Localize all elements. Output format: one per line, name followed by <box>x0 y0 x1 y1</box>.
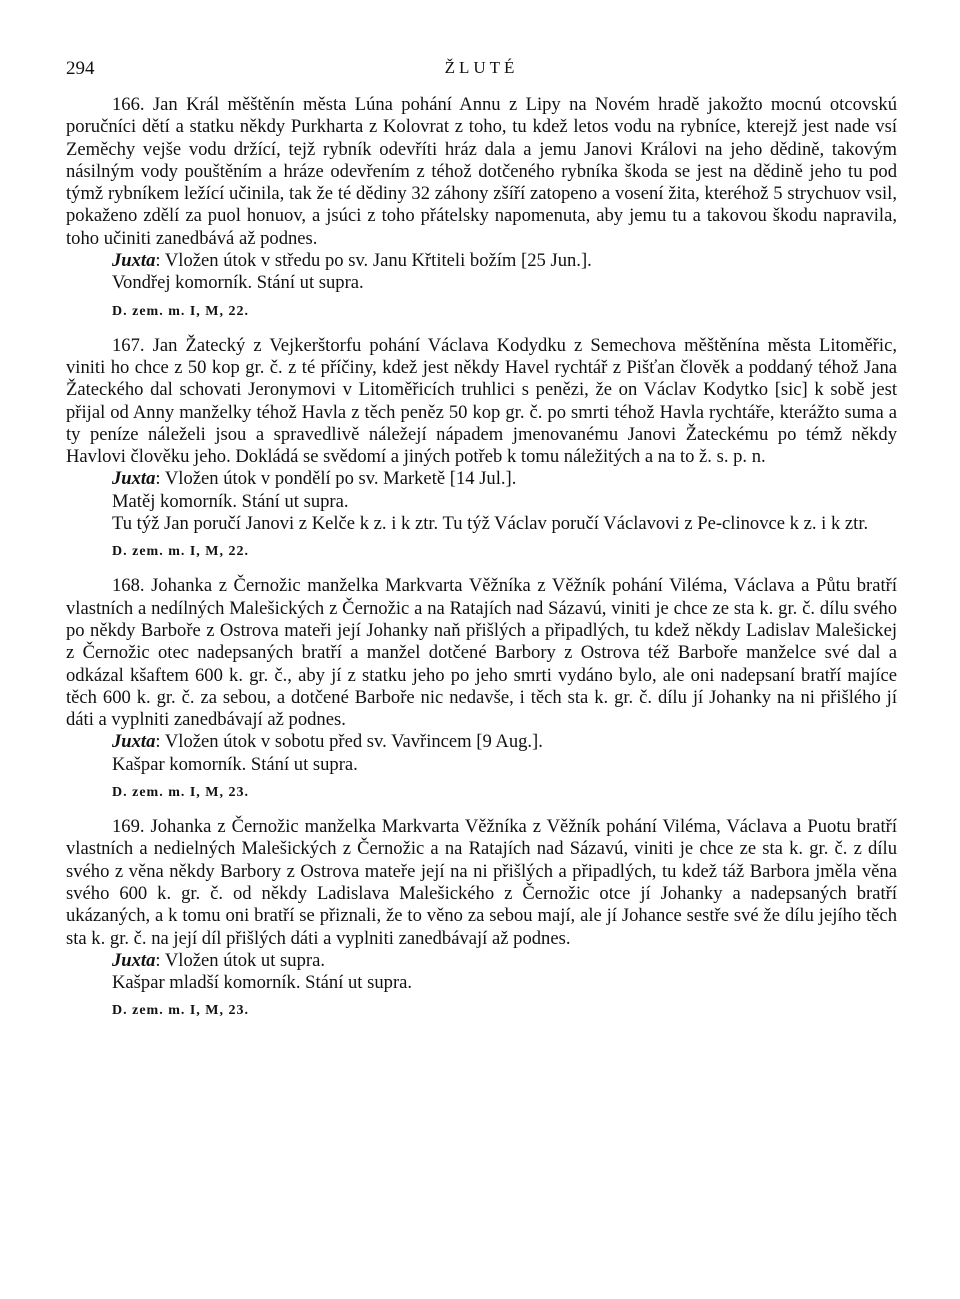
chamberlain-line: Kašpar komorník. Stání ut supra. <box>112 753 358 775</box>
juxta-text: : Vložen útok ut supra. <box>155 949 325 971</box>
entry-text: 166. Jan Král měštěnín města Lúna pohání Annu z Lipy na Novém hradě jakožto mocnú otcovskú poručníci dětí a statku někdy Purkharta z Kolovrat z toho, tu kdež letos vodu na rybníce, kterejž jest nade vsí Zeměchy vejše vodu držící, tejž rybník odevříti hráz dala a jemu Janovi Královi na jeho dědině, takovým násilným vody pouštěním a hráze odevřením z téhož dotčeného rybníka škoda se jest na dědině jeho tu pod týmž rybníkem ležící učinila, tak že té dědiny 32 záhony zšíří zatopeno a vosení žita, kteréhož 5 strychuov vsil, pokaženo zdělí za puol honuov, a jsúci z toho přátelsky napomenuta, aby jemu tu a takovou škodu napravila, toho učiniti zanedbává až podnes. <box>66 94 897 249</box>
page-header <box>66 56 897 86</box>
page-number: 294 <box>66 58 95 79</box>
juxta-label: Juxta <box>112 949 156 971</box>
juxta-line <box>66 950 897 972</box>
source-reference: D. zem. m. I, M, 22. <box>112 544 250 560</box>
running-head: ŽLUTÉ <box>444 58 519 77</box>
proxy-line: Tu týž Jan poručí Janovi z Kelče k z. i k ztr. Tu týž Václav poručí Václavovi z Pe-clinovce k z. i k ztr. <box>112 513 869 535</box>
juxta-line <box>66 250 897 272</box>
entry-169 <box>66 816 897 1022</box>
source-reference: D. zem. m. I, M, 23. <box>112 785 250 801</box>
juxta-label: Juxta <box>112 468 156 490</box>
juxta-label: Juxta <box>112 250 156 272</box>
juxta-text: : Vložen útok v pondělí po sv. Marketě [14 Jul.]. <box>155 468 517 490</box>
source-reference: D. zem. m. I, M, 22. <box>112 303 250 319</box>
juxta-label: Juxta <box>112 731 156 753</box>
chamberlain-line: Matěj komorník. Stání ut supra. <box>112 490 349 512</box>
chamberlain-line: Vondřej komorník. Stání ut supra. <box>112 272 364 294</box>
juxta-line <box>66 468 897 490</box>
entry-167 <box>66 335 897 564</box>
entry-166 <box>66 94 897 323</box>
entries <box>66 94 897 1022</box>
chamberlain-line: Kašpar mladší komorník. Stání ut supra. <box>112 972 413 994</box>
juxta-text: : Vložen útok v středu po sv. Janu Křtiteli božím [25 Jun.]. <box>155 250 592 272</box>
juxta-line <box>66 731 897 753</box>
juxta-text: : Vložen útok v sobotu před sv. Vavřincem [9 Aug.]. <box>155 731 543 753</box>
entry-text: 168. Johanka z Černožic manželka Markvarta Věžníka z Věžník pohání Viléma, Václava a Půtu bratří vlastních a nedílných Malešických z Černožic a na Ratajích nad Sázavú, viniti je chce ze sta k. gr. č. dílu svého po někdy Barboře z Ostrova mateři její Johanky naň přišlých a připadlých, tu kdež někdy Ladislav Malešickej z Černožic otec nadepsaných bratří a manžel dotčené Barbory z Ostrova též Barboře manželce své dal a odkázal kšaftem 600 k. gr. č., aby jí z statku jeho po jeho smrti vydáno bylo, ale oni nadepsaní bratří majíce těch 600 k. gr. č. za sebou, a dotčené Barboře nic nedavše, i těch sta k. gr. č. dílu jí Johanky na ni přišlého jí dáti a vyplniti zanedbávají až podnes. <box>66 575 897 731</box>
source-reference: D. zem. m. I, M, 23. <box>112 1003 250 1019</box>
entry-text: 167. Jan Žatecký z Vejkerštorfu pohání Václava Kodydku z Semechova měštěnína města Litoměřic, viniti ho chce z 50 kop gr. č. z té příčiny, kdež jest někdy Havel rychtář z Pišťan člověk a poddaný téhož Jana Žateckého dal schovati Jeronymovi v Litoměřicích truhlici s penězi, že on Václav Kodytko [sic] k sobě jest přijal od Anny manželky téhož Havla z těch peněz 50 kop gr. č. po smrti téhož Havla rychtáře, kterážto suma a ty peníze náleželi jsou a spravedlivě náležejí nápadem jmenovanému Janovi Žateckému po témž někdy Havlovi člověku jeho. Dokládá se svědomí a jiných potřeb k tomu náležitých a na to ž. s. p. n. <box>66 334 897 468</box>
document-page <box>66 56 897 1022</box>
entry-text: 169. Johanka z Černožic manželka Markvarta Věžníka z Věžník pohání Viléma, Václava a Puotu bratří vlastních a nedielných Malešických z Černožic a na Ratajích nad Sázavú, viniti je chce ze sta k. gr. č. z dílu svého z věna někdy Barbory z Ostrova mateře její na ni přišlých a připadlých, tu kdež táž Barbora jměla věna svého 600 k. gr. č. od někdy Ladislava Malešického z Černožic otce jí Johanky a nadepsaných bratří ukázaných, a k tomu oni bratří se přiznali, že to věno za sebou mají, ale jí Johance sestře své že dílu jejího těch sta k. gr. č. na její díl přišlých dáti a vyplniti zanedbávají až podnes. <box>66 816 897 949</box>
entry-168 <box>66 575 897 804</box>
